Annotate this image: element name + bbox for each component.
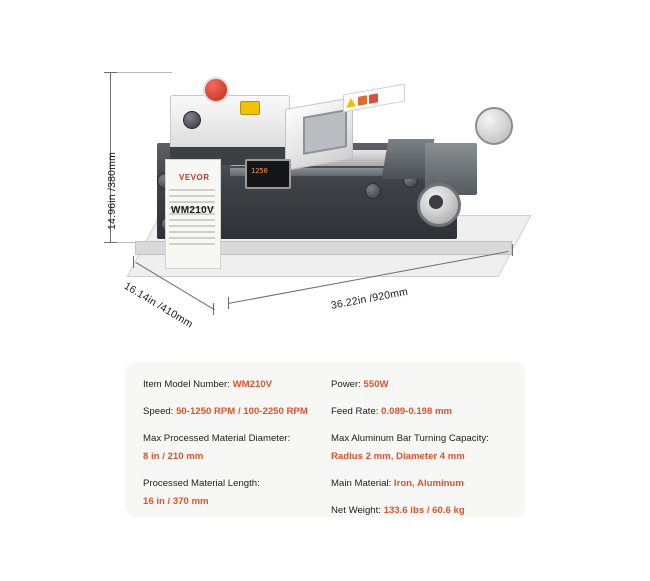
spec-row (143, 378, 319, 392)
spec-label: Speed: (143, 406, 174, 417)
spec-row (331, 504, 507, 518)
spec-label: Processed Material Length: (143, 478, 260, 489)
specifications-column-left (143, 378, 319, 531)
display-readout: 1250 (251, 167, 268, 175)
warning-square-alt-icon (369, 93, 378, 104)
depth-dimension-tick-start (133, 256, 134, 268)
specifications-panel (125, 362, 525, 517)
spec-row (143, 432, 319, 464)
warning-square-icon (358, 95, 367, 106)
spec-row (331, 432, 507, 464)
spec-label: Main Material: (331, 478, 392, 489)
machine-handwheel-hub (429, 195, 443, 209)
warning-triangle-icon (346, 97, 356, 108)
spec-value: 0.089-0.198 mm (381, 406, 453, 417)
spec-row (143, 477, 319, 509)
width-dimension-tick-left (228, 297, 229, 309)
spec-value: 8 in / 210 mm (143, 451, 204, 462)
machine-guard-window (303, 109, 347, 155)
spec-row (331, 405, 507, 419)
spec-label: Power: (331, 379, 361, 390)
emergency-stop-button-icon (203, 77, 229, 103)
spec-row (331, 378, 507, 392)
sticker-text-lines (169, 189, 215, 249)
spec-label: Max Processed Material Diameter: (143, 433, 291, 444)
speed-knob-icon (183, 111, 201, 129)
spec-row (331, 477, 507, 491)
width-dimension-tick-right (512, 244, 513, 256)
spec-row (143, 405, 319, 419)
machine-digital-display (245, 159, 291, 189)
spec-label: Net Weight: (331, 505, 381, 516)
spec-label: Item Model Number: (143, 379, 230, 390)
spec-label: Feed Rate: (331, 406, 379, 417)
control-switch-icon (240, 101, 260, 115)
spec-value: 133.6 lbs / 60.6 kg (383, 505, 465, 516)
height-dimension-tick-bottom (104, 242, 117, 243)
spec-value: Radius 2 mm, Diameter 4 mm (331, 451, 465, 462)
spec-value: WM210V (232, 379, 273, 390)
spec-value: 550W (363, 379, 389, 390)
lead-screw-knob-icon (365, 183, 381, 199)
height-dimension-tick-top (104, 72, 117, 73)
spec-value: 16 in / 370 mm (143, 496, 209, 507)
specifications-column-right (331, 378, 507, 531)
spec-value: Iron, Aluminum (393, 478, 464, 489)
depth-dimension-tick-end (213, 303, 214, 315)
warning-labels-icon (343, 84, 405, 113)
specifications-grid (143, 378, 507, 531)
lathe-machine-drawing (135, 55, 535, 305)
depth-dimension-label: 16.14in /410mm (121, 280, 195, 331)
spec-value: 50-1250 RPM / 100-2250 RPM (176, 406, 308, 417)
brand-label: VEVOR (179, 173, 210, 182)
height-dimension-label: 14.96in /380mm (106, 151, 118, 230)
width-dimension-label: 36.22in /920mm (330, 285, 409, 312)
machine-pulley-wheel (475, 107, 513, 145)
spec-label: Max Aluminum Bar Turning Capacity: (331, 433, 489, 444)
model-label: WM210V (171, 205, 214, 216)
